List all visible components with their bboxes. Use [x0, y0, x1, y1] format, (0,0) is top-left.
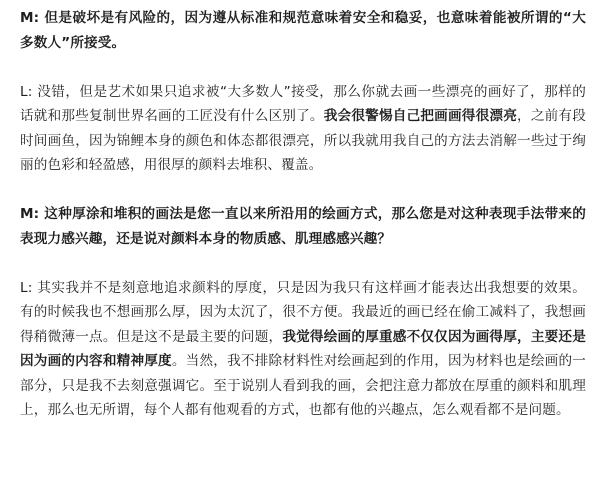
interview-answer [20, 80, 586, 178]
paragraph-gap [20, 178, 586, 203]
answer-text: ，之前有段时间画鱼，因为锦鲤本身的颜色和体态都很漂亮，所以我就用我自己的方法去消解一些过于绚丽的色彩和轻盈感，用很厚的颜料去堆积、覆盖。 [20, 108, 586, 173]
answer-highlight: 我觉得绘画的厚重感不仅仅因为画得厚，主要还是因为画的内容和精神厚度 [20, 328, 586, 369]
answer-text: L: 其实我并不是刻意地追求颜料的厚度，只是因为我只有这样画才能表达出我想要的效果。有的时候我也不想画那么厚，因为太沉了，很不方便。我最近的画已经在偷工减料了，我想画得稍微薄一点。但是这不是最主要的问题， [20, 279, 586, 345]
answer-text: L: 没错，但是艺术如果只追求被“大多数人”接受，那么你就去画一些漂亮的画好了，那样的话就和那些复制世界名画的工匠没有什么区别了。 [20, 83, 586, 124]
interview-question [20, 202, 586, 251]
question-text: M: 这种厚涂和堆积的画法是您一直以来所沿用的绘画方式，那么您是对这种表现手法带来的表现力感兴趣，还是说对颜料本身的物质感、肌理感感兴趣？ [20, 206, 586, 247]
paragraph-gap [20, 251, 586, 276]
answer-text: 。当然，我不排除材料性对绘画起到的作用，因为材料也是绘画的一部分，只是我不去刻意强调它。至于说别人看到我的画，会把注意力都放在厚重的颜料和肌理上，那么也无所谓，每个人都有他观看的方式，也都有他的兴趣点，怎么观看都不是问题。 [20, 353, 586, 418]
question-text: M: 但是破坏是有风险的，因为遵从标准和规范意味着安全和稳妥，也意味着能被所谓的“大多数人”所接受。 [20, 10, 586, 51]
interview-question [20, 6, 586, 55]
answer-highlight: 我会很警惕自己把画画得很漂亮 [323, 108, 518, 124]
paragraph-gap [20, 55, 586, 80]
interview-answer [20, 276, 586, 423]
